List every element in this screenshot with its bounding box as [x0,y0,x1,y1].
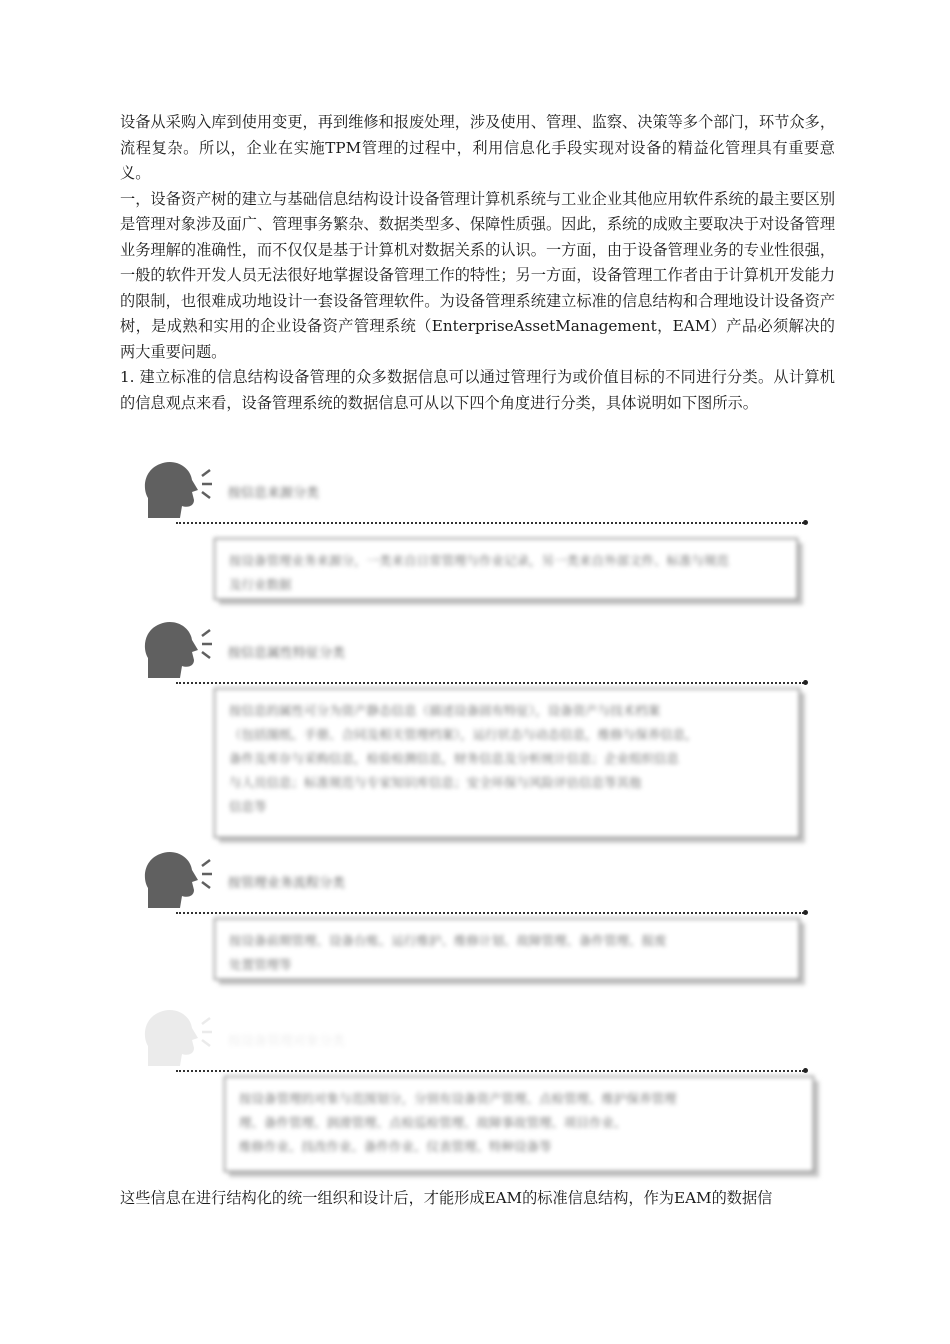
section-title: 按信息属性特征分类 [228,646,346,661]
speaking-head-icon [140,848,220,918]
section-box: 按信息的属性可分为资产静态信息（描述设备固有特征），设备资产与技术档案 （包括图纸、手册、合同及相关管理档案），运行状态与动态信息，维修与保养信息， 备件及库存与采购信息，检验检测信息，财务信息及分析统计信息；企业组织信息 与人员信息；标准规范与专家知识库信息；安全环保与风险评估信息等其他 信息等 [214,688,800,838]
section-box: 按设备管理业务来源分，一类来自日常管理与作业记录，另一类来自外部文件、标准与规范 及行业数据 [214,538,798,600]
speaking-head-icon [140,1006,220,1076]
section-title: 按信息来源分类 [228,486,320,501]
dotted-divider [176,912,804,914]
section-title: 按设备管理对象分类 [228,1034,346,1049]
section-box: 按设备前期管理、设备台账、运行维护、维修计划、故障管理、备件管理、报废 处置管理等 [214,918,800,980]
closing-text [120,1186,835,1212]
section-box: 按设备管理的对象与范围划分，分别有设备资产管理、点检管理、维护保养管理 理、备件管理、润滑管理、点检巡检管理、故障事故管理、项目作业、 维修作业、技改作业、备件作业、仪表管理、特种设备等 [224,1076,814,1172]
speaking-head-icon [140,458,220,528]
paragraph-1: 设备从采购入库到使用变更，再到维修和报废处理，涉及使用、管理、监察、决策等多个部门，环节众多，流程复杂。所以，企业在实施TPM管理的过程中，利用信息化手段实现对设备的精益化管理具有重要意义。 [120,113,835,182]
speaking-head-icon [140,618,220,688]
paragraph-closing: 这些信息在进行结构化的统一组织和设计后，才能形成EAM的标准信息结构，作为EAM的数据信 [120,1189,773,1207]
dotted-divider [176,682,804,684]
section-title: 按管理业务流程分类 [228,876,346,891]
paragraph-3: 1. 建立标准的信息结构设备管理的众多数据信息可以通过管理行为或价值目标的不同进行分类。从计算机的信息观点来看，设备管理系统的数据信息可从以下四个角度进行分类，具体说明如下图所示。 [120,368,835,412]
intro-text [120,110,835,416]
paragraph-2: 一，设备资产树的建立与基础信息结构设计设备管理计算机系统与工业企业其他应用软件系统的最主要区别是管理对象涉及面广、管理事务繁杂、数据类型多、保障性质强。因此，系统的成败主要取决于对设备管理业务理解的准确性，而不仅仅是基于计算机对数据关系的认识。一方面，由于设备管理业务的专业性很强，一般的软件开发人员无法很好地掌握设备管理工作的特性；另一方面，设备管理工作者由于计算机开发能力的限制，也很难成功地设计一套设备管理软件。为设备管理系统建立标准的信息结构和合理地设计设备资产树，是成熟和实用的企业设备资产管理系统（EnterpriseAssetManagement，EAM）产品必须解决的两大重要问题。 [120,189,835,361]
dotted-divider [176,522,804,524]
dotted-divider [176,1070,804,1072]
classification-figure [140,458,820,1178]
